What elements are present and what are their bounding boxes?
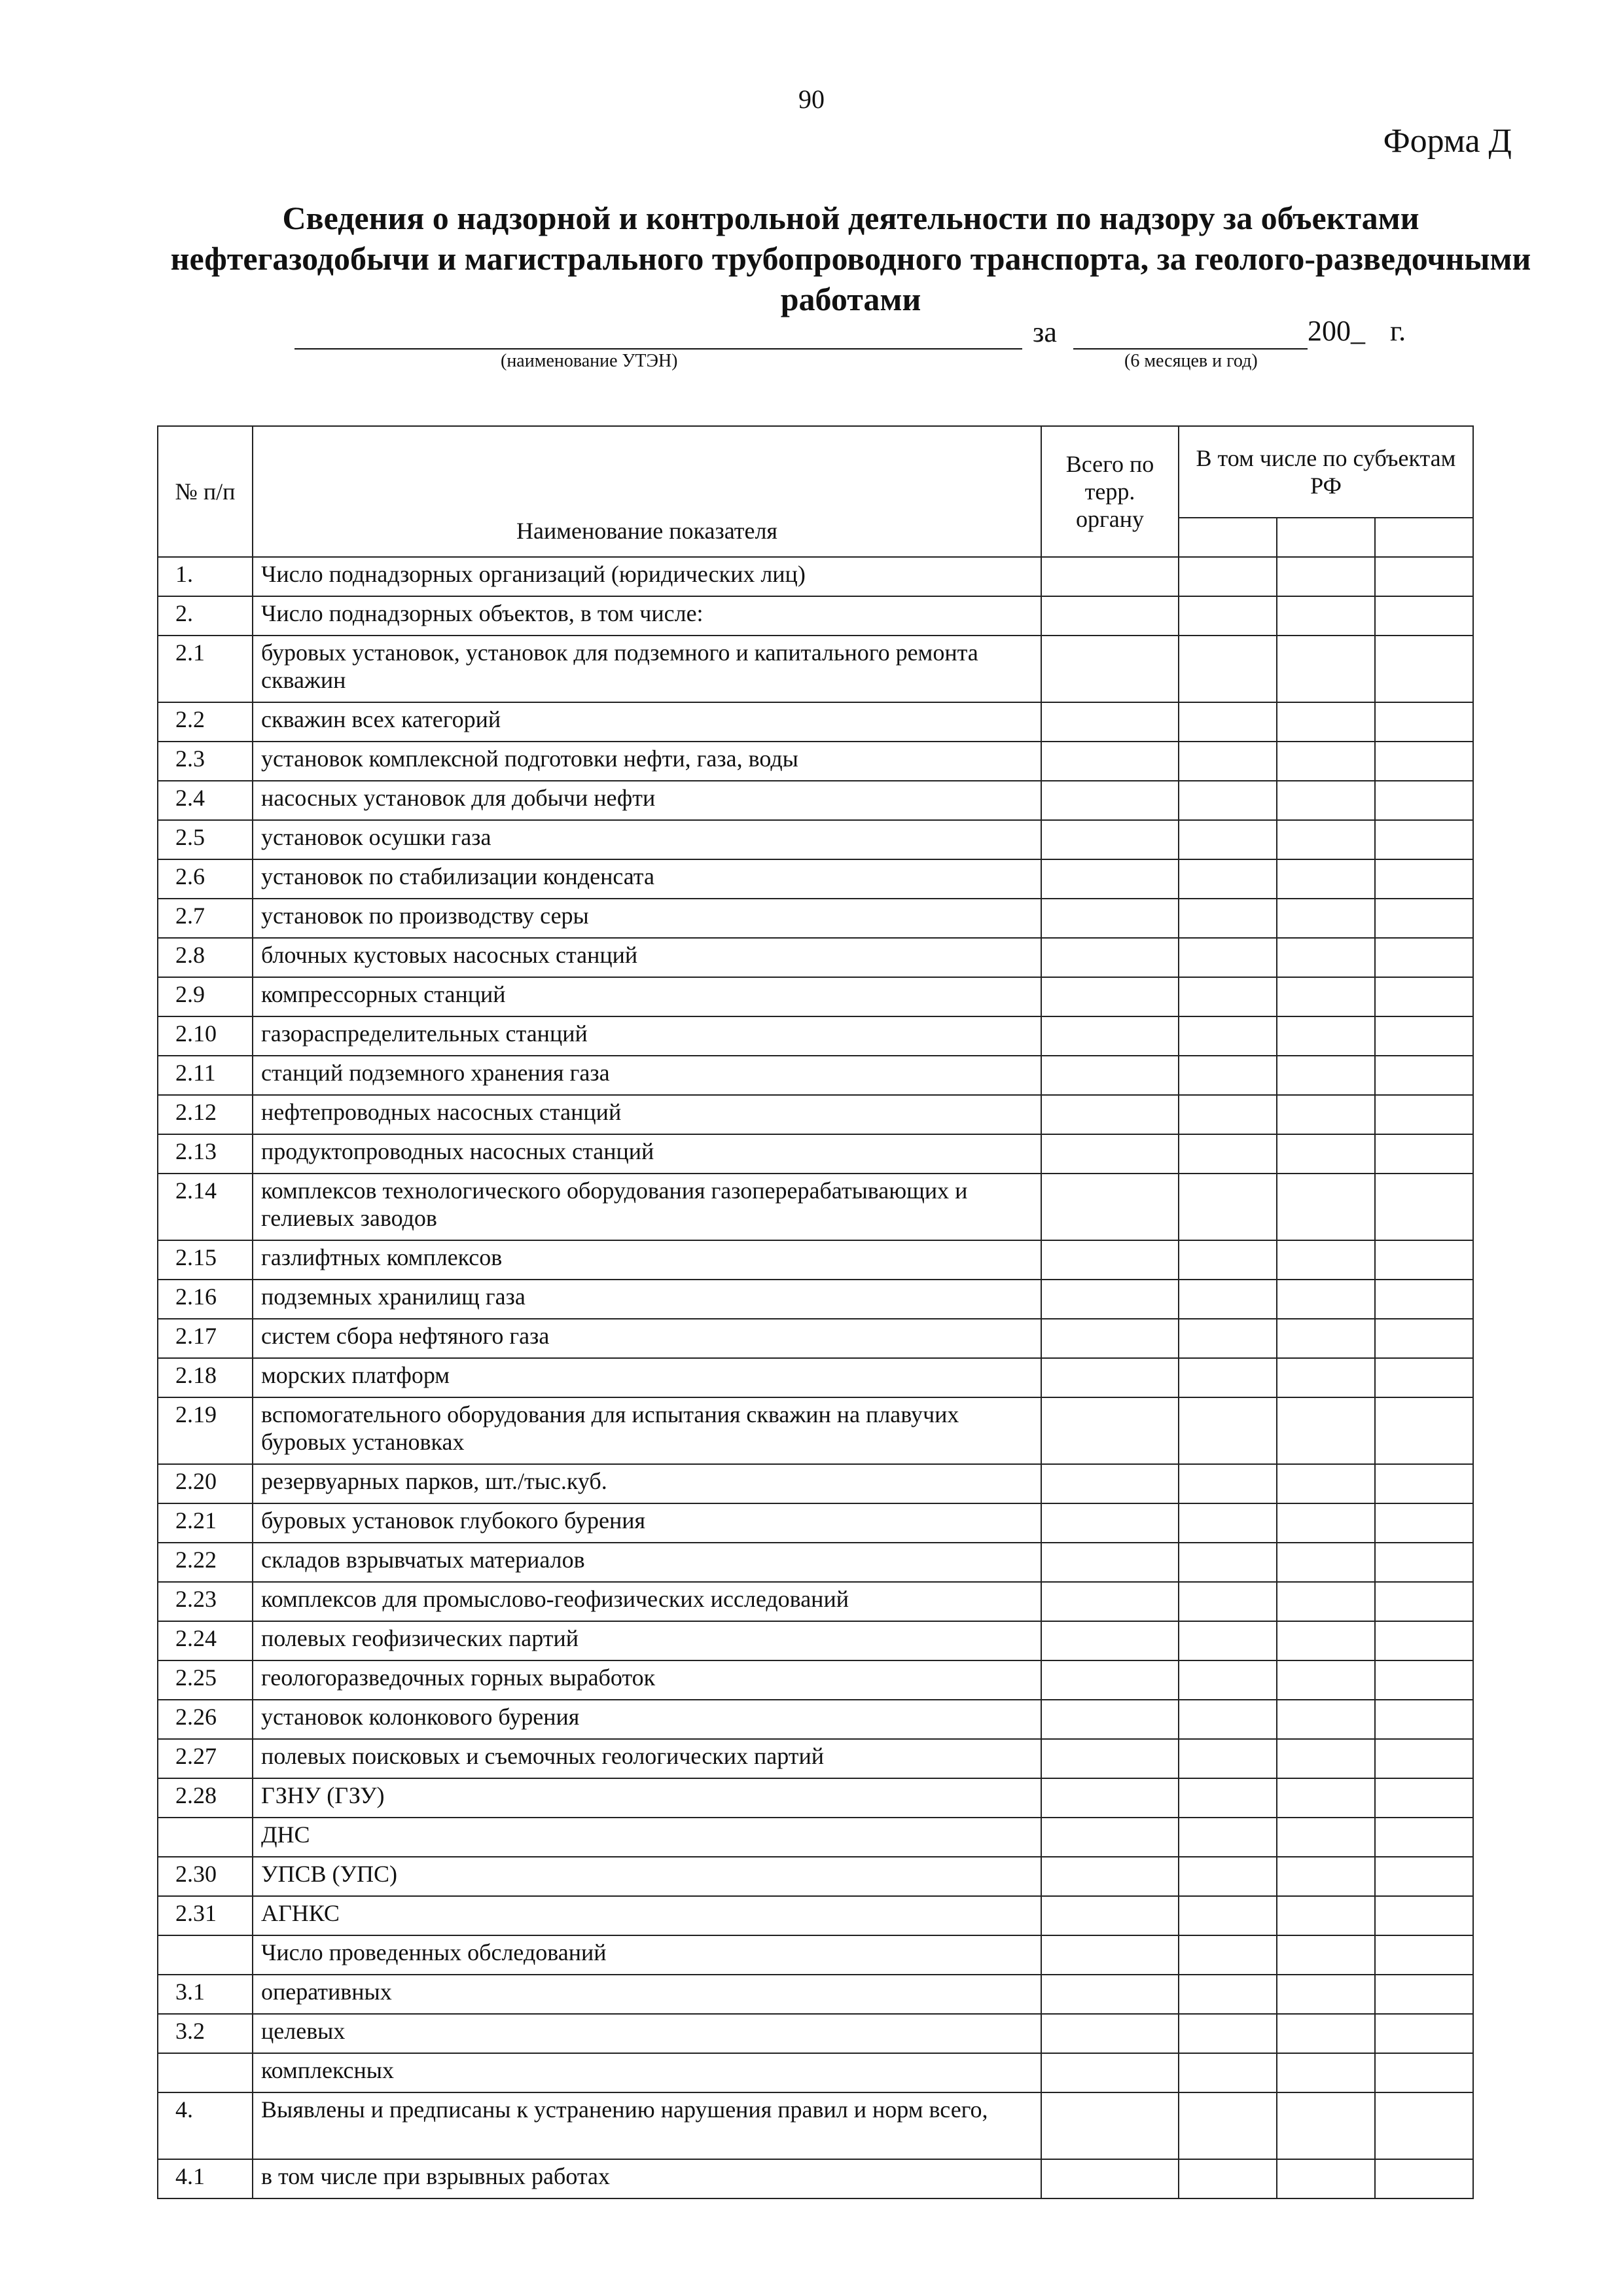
- cell-total: [1041, 2014, 1179, 2053]
- table-row: [158, 1134, 1473, 1174]
- table-row: [158, 742, 1473, 781]
- cell-total: [1041, 977, 1179, 1016]
- row-num: [158, 1935, 253, 1975]
- cell-total: [1041, 2092, 1179, 2159]
- title-line: Сведения о надзорной и контрольной деятельности по надзору за объектами: [282, 200, 1419, 236]
- table-row: [158, 1095, 1473, 1134]
- cell-subject: [1277, 596, 1375, 636]
- cell-total: [1041, 1240, 1179, 1280]
- cell-subject: [1375, 2159, 1473, 2198]
- table-row: [158, 1700, 1473, 1739]
- cell-subject: [1375, 1857, 1473, 1896]
- cell-subject: [1375, 859, 1473, 899]
- cell-subject: [1277, 636, 1375, 702]
- table-row: [158, 1358, 1473, 1397]
- cell-total: [1041, 1700, 1179, 1739]
- cell-subject: [1179, 1778, 1277, 1818]
- row-name: Число проведенных обследований: [253, 1935, 1041, 1975]
- cell-subject: [1375, 1319, 1473, 1358]
- cell-subject: [1375, 1700, 1473, 1739]
- row-num: 2.24: [158, 1621, 253, 1660]
- cell-subject: [1375, 1778, 1473, 1818]
- cell-subject: [1375, 1095, 1473, 1134]
- cell-total: [1041, 1134, 1179, 1174]
- row-name: полевых поисковых и съемочных геологических партий: [253, 1739, 1041, 1778]
- row-name: Число поднадзорных организаций (юридических лиц): [253, 557, 1041, 596]
- cell-total: [1041, 1319, 1179, 1358]
- cell-subject: [1179, 781, 1277, 820]
- row-name: морских платформ: [253, 1358, 1041, 1397]
- cell-total: [1041, 2159, 1179, 2198]
- row-name: оперативных: [253, 1975, 1041, 2014]
- row-num: 2.20: [158, 1464, 253, 1503]
- cell-subject: [1277, 1056, 1375, 1095]
- form-label: Форма Д: [1383, 122, 1512, 160]
- row-name: Число поднадзорных объектов, в том числе:: [253, 596, 1041, 636]
- row-num: 1.: [158, 557, 253, 596]
- page-number: 90: [798, 84, 825, 114]
- cell-subject: [1277, 1896, 1375, 1935]
- title-line: нефтегазодобычи и магистрального трубопроводного транспорта, за геолого-разведочными: [170, 240, 1531, 277]
- cell-subject: [1375, 938, 1473, 977]
- cell-total: [1041, 742, 1179, 781]
- row-name: полевых геофизических партий: [253, 1621, 1041, 1660]
- cell-subject: [1179, 2053, 1277, 2092]
- row-num: [158, 1818, 253, 1857]
- cell-subject: [1179, 1700, 1277, 1739]
- cell-subject: [1375, 742, 1473, 781]
- cell-subject: [1375, 781, 1473, 820]
- cell-subject: [1375, 2092, 1473, 2159]
- row-name: нефтепроводных насосных станций: [253, 1095, 1041, 1134]
- table-row: [158, 1739, 1473, 1778]
- row-name: компрессорных станций: [253, 977, 1041, 1016]
- cell-subject: [1375, 2053, 1473, 2092]
- row-name: систем сбора нефтяного газа: [253, 1319, 1041, 1358]
- table-row: [158, 1896, 1473, 1935]
- cell-subject: [1179, 1582, 1277, 1621]
- cell-subject: [1179, 1174, 1277, 1240]
- cell-subject: [1179, 2159, 1277, 2198]
- header-by-subject: В том числе по субъектам РФ: [1179, 426, 1473, 518]
- table-row: [158, 1582, 1473, 1621]
- cell-subject: [1277, 938, 1375, 977]
- cell-subject: [1277, 1660, 1375, 1700]
- cell-subject: [1179, 1739, 1277, 1778]
- table-row: [158, 1397, 1473, 1464]
- row-name: продуктопроводных насосных станций: [253, 1134, 1041, 1174]
- cell-subject: [1179, 1397, 1277, 1464]
- cell-total: [1041, 1543, 1179, 1582]
- cell-subject: [1277, 1503, 1375, 1543]
- cell-subject: [1277, 1857, 1375, 1896]
- cell-subject: [1179, 596, 1277, 636]
- cell-subject: [1179, 1975, 1277, 2014]
- row-num: 2.11: [158, 1056, 253, 1095]
- row-name: АГНКС: [253, 1896, 1041, 1935]
- table-row: [158, 1240, 1473, 1280]
- cell-subject: [1277, 899, 1375, 938]
- row-num: 2.3: [158, 742, 253, 781]
- cell-subject: [1277, 1975, 1375, 2014]
- cell-subject: [1375, 557, 1473, 596]
- cell-total: [1041, 1857, 1179, 1896]
- cell-subject: [1179, 2014, 1277, 2053]
- cell-total: [1041, 702, 1179, 742]
- cell-total: [1041, 1975, 1179, 2014]
- row-num: 2.6: [158, 859, 253, 899]
- row-name: в том числе при взрывных работах: [253, 2159, 1041, 2198]
- table-row: [158, 1621, 1473, 1660]
- row-name: геологоразведочных горных выработок: [253, 1660, 1041, 1700]
- cell-total: [1041, 596, 1179, 636]
- row-name: вспомогательного оборудования для испытания скважин на плавучих буровых установках: [253, 1397, 1041, 1464]
- cell-subject: [1179, 557, 1277, 596]
- row-num: 2.1: [158, 636, 253, 702]
- row-num: 3.2: [158, 2014, 253, 2053]
- table-row: [158, 899, 1473, 938]
- cell-subject: [1277, 1582, 1375, 1621]
- cell-subject: [1277, 820, 1375, 859]
- table-row: [158, 820, 1473, 859]
- cell-total: [1041, 557, 1179, 596]
- row-num: 2.: [158, 596, 253, 636]
- table-row: [158, 1778, 1473, 1818]
- cell-subject: [1375, 1543, 1473, 1582]
- row-name: установок осушки газа: [253, 820, 1041, 859]
- cell-subject: [1179, 899, 1277, 938]
- cell-subject: [1375, 596, 1473, 636]
- cell-total: [1041, 1935, 1179, 1975]
- cell-subject: [1277, 1174, 1375, 1240]
- table-row: [158, 636, 1473, 702]
- cell-subject: [1179, 1358, 1277, 1397]
- cell-subject: [1277, 1134, 1375, 1174]
- cell-subject: [1277, 977, 1375, 1016]
- row-num: 2.8: [158, 938, 253, 977]
- table-row: [158, 1975, 1473, 2014]
- report-title: [144, 198, 1558, 319]
- cell-subject: [1277, 2014, 1375, 2053]
- cell-subject: [1375, 977, 1473, 1016]
- cell-subject: [1277, 1621, 1375, 1660]
- table-row: [158, 1857, 1473, 1896]
- cell-total: [1041, 1397, 1179, 1464]
- cell-total: [1041, 1095, 1179, 1134]
- cell-subject: [1277, 1016, 1375, 1056]
- row-num: 2.30: [158, 1857, 253, 1896]
- cell-total: [1041, 820, 1179, 859]
- row-name: комплексных: [253, 2053, 1041, 2092]
- table-row: [158, 1280, 1473, 1319]
- cell-total: [1041, 1280, 1179, 1319]
- cell-subject: [1179, 1095, 1277, 1134]
- row-num: 3.1: [158, 1975, 253, 2014]
- table-row: [158, 859, 1473, 899]
- table-row: [158, 1464, 1473, 1503]
- header-subject-col: [1179, 518, 1277, 557]
- cell-subject: [1375, 1397, 1473, 1464]
- cell-subject: [1179, 1464, 1277, 1503]
- row-name: ГЗНУ (ГЗУ): [253, 1778, 1041, 1818]
- row-num: 2.15: [158, 1240, 253, 1280]
- row-name: УПСВ (УПС): [253, 1857, 1041, 1896]
- cell-subject: [1179, 2092, 1277, 2159]
- table-row: [158, 2014, 1473, 2053]
- cell-subject: [1179, 859, 1277, 899]
- cell-subject: [1179, 820, 1277, 859]
- cell-subject: [1277, 2053, 1375, 2092]
- year-suffix: г.: [1390, 315, 1406, 347]
- row-num: 2.13: [158, 1134, 253, 1174]
- cell-subject: [1277, 557, 1375, 596]
- row-name: установок колонкового бурения: [253, 1700, 1041, 1739]
- cell-subject: [1375, 1174, 1473, 1240]
- row-num: 2.5: [158, 820, 253, 859]
- cell-total: [1041, 1778, 1179, 1818]
- cell-subject: [1375, 1896, 1473, 1935]
- cell-subject: [1375, 820, 1473, 859]
- row-name: газораспределительных станций: [253, 1016, 1041, 1056]
- cell-total: [1041, 859, 1179, 899]
- cell-subject: [1179, 977, 1277, 1016]
- cell-subject: [1277, 1280, 1375, 1319]
- table-row: [158, 781, 1473, 820]
- header-num: № п/п: [158, 426, 253, 557]
- row-num: 2.16: [158, 1280, 253, 1319]
- table-row: [158, 702, 1473, 742]
- row-num: 2.23: [158, 1582, 253, 1621]
- header-subject-col: [1277, 518, 1375, 557]
- row-name: установок по производству серы: [253, 899, 1041, 938]
- cell-subject: [1375, 1016, 1473, 1056]
- row-num: 2.27: [158, 1739, 253, 1778]
- title-line: работами: [780, 281, 921, 317]
- cell-subject: [1375, 1621, 1473, 1660]
- cell-subject: [1277, 2092, 1375, 2159]
- cell-total: [1041, 2053, 1179, 2092]
- cell-subject: [1375, 899, 1473, 938]
- cell-subject: [1277, 859, 1375, 899]
- cell-subject: [1375, 1240, 1473, 1280]
- row-name: станций подземного хранения газа: [253, 1056, 1041, 1095]
- cell-total: [1041, 1739, 1179, 1778]
- row-num: 2.18: [158, 1358, 253, 1397]
- cell-subject: [1179, 1543, 1277, 1582]
- table-row: [158, 2159, 1473, 2198]
- row-num: 2.31: [158, 1896, 253, 1935]
- period-field: [1073, 348, 1308, 350]
- row-name: Выявлены и предписаны к устранению нарушения правил и норм всего,: [253, 2092, 1041, 2159]
- table-row: [158, 1935, 1473, 1975]
- cell-subject: [1179, 1134, 1277, 1174]
- header-total: Всего по терр. органу: [1041, 426, 1179, 557]
- cell-subject: [1375, 1582, 1473, 1621]
- period-caption: (6 месяцев и год): [1124, 351, 1258, 371]
- cell-subject: [1375, 702, 1473, 742]
- org-name-caption: (наименование УТЭН): [501, 351, 678, 371]
- cell-subject: [1375, 1280, 1473, 1319]
- row-num: 2.4: [158, 781, 253, 820]
- cell-subject: [1179, 1621, 1277, 1660]
- cell-subject: [1375, 1975, 1473, 2014]
- row-name: целевых: [253, 2014, 1041, 2053]
- cell-total: [1041, 1582, 1179, 1621]
- cell-subject: [1179, 636, 1277, 702]
- row-name: подземных хранилищ газа: [253, 1280, 1041, 1319]
- table-row: [158, 2053, 1473, 2092]
- row-name: ДНС: [253, 1818, 1041, 1857]
- cell-subject: [1277, 1739, 1375, 1778]
- cell-subject: [1375, 1818, 1473, 1857]
- cell-subject: [1277, 1240, 1375, 1280]
- row-name: скважин всех категорий: [253, 702, 1041, 742]
- row-num: 2.22: [158, 1543, 253, 1582]
- row-name: резервуарных парков, шт./тыс.куб.: [253, 1464, 1041, 1503]
- cell-total: [1041, 636, 1179, 702]
- cell-total: [1041, 1896, 1179, 1935]
- cell-subject: [1277, 1543, 1375, 1582]
- cell-subject: [1277, 702, 1375, 742]
- cell-subject: [1277, 1319, 1375, 1358]
- row-name: буровых установок, установок для подземного и капитального ремонта скважин: [253, 636, 1041, 702]
- row-name: складов взрывчатых материалов: [253, 1543, 1041, 1582]
- row-num: 2.9: [158, 977, 253, 1016]
- table-row: [158, 977, 1473, 1016]
- cell-subject: [1375, 1056, 1473, 1095]
- cell-subject: [1277, 1464, 1375, 1503]
- org-name-field: [294, 348, 1022, 350]
- cell-subject: [1277, 781, 1375, 820]
- cell-total: [1041, 1503, 1179, 1543]
- cell-subject: [1375, 1134, 1473, 1174]
- cell-subject: [1277, 1818, 1375, 1857]
- cell-subject: [1375, 1358, 1473, 1397]
- cell-subject: [1375, 1503, 1473, 1543]
- row-name: установок комплексной подготовки нефти, газа, воды: [253, 742, 1041, 781]
- cell-total: [1041, 938, 1179, 977]
- cell-subject: [1179, 1935, 1277, 1975]
- row-num: 2.14: [158, 1174, 253, 1240]
- row-name: насосных установок для добычи нефти: [253, 781, 1041, 820]
- cell-subject: [1375, 1464, 1473, 1503]
- cell-subject: [1375, 636, 1473, 702]
- table-row: [158, 557, 1473, 596]
- cell-subject: [1277, 1358, 1375, 1397]
- cell-total: [1041, 899, 1179, 938]
- header-name: Наименование показателя: [253, 426, 1041, 557]
- row-num: 2.28: [158, 1778, 253, 1818]
- row-num: 2.17: [158, 1319, 253, 1358]
- cell-subject: [1179, 1660, 1277, 1700]
- cell-total: [1041, 1464, 1179, 1503]
- row-num: 2.2: [158, 702, 253, 742]
- cell-total: [1041, 1016, 1179, 1056]
- cell-subject: [1179, 742, 1277, 781]
- table-row: [158, 938, 1473, 977]
- cell-subject: [1179, 1240, 1277, 1280]
- row-num: 2.25: [158, 1660, 253, 1700]
- cell-total: [1041, 1621, 1179, 1660]
- row-num: 2.7: [158, 899, 253, 938]
- cell-subject: [1375, 1739, 1473, 1778]
- cell-subject: [1179, 1896, 1277, 1935]
- header-subject-col: [1375, 518, 1473, 557]
- table-row: [158, 1818, 1473, 1857]
- cell-total: [1041, 1660, 1179, 1700]
- cell-subject: [1375, 2014, 1473, 2053]
- row-name: газлифтных комплексов: [253, 1240, 1041, 1280]
- cell-subject: [1179, 702, 1277, 742]
- row-num: 4.1: [158, 2159, 253, 2198]
- row-num: 2.12: [158, 1095, 253, 1134]
- row-num: [158, 2053, 253, 2092]
- year-label: 200_: [1308, 315, 1365, 347]
- table-row: [158, 1056, 1473, 1095]
- cell-total: [1041, 1174, 1179, 1240]
- cell-total: [1041, 1358, 1179, 1397]
- cell-subject: [1179, 1818, 1277, 1857]
- table-row: [158, 1543, 1473, 1582]
- row-name: комплексов технологического оборудования газоперерабатывающих и гелиевых заводов: [253, 1174, 1041, 1240]
- cell-subject: [1179, 1857, 1277, 1896]
- cell-subject: [1277, 1778, 1375, 1818]
- cell-subject: [1375, 1935, 1473, 1975]
- cell-subject: [1179, 1503, 1277, 1543]
- cell-subject: [1277, 742, 1375, 781]
- table-row: [158, 2092, 1473, 2159]
- row-num: 4.: [158, 2092, 253, 2159]
- period-row: [0, 314, 1623, 386]
- cell-subject: [1179, 1280, 1277, 1319]
- row-name: комплексов для промыслово-геофизических исследований: [253, 1582, 1041, 1621]
- table-row: [158, 1503, 1473, 1543]
- table-row: [158, 596, 1473, 636]
- table-row: [158, 1660, 1473, 1700]
- report-table: [157, 425, 1474, 2199]
- cell-subject: [1179, 1319, 1277, 1358]
- table-row: [158, 1319, 1473, 1358]
- cell-total: [1041, 1818, 1179, 1857]
- row-name: буровых установок глубокого бурения: [253, 1503, 1041, 1543]
- cell-subject: [1277, 1935, 1375, 1975]
- cell-subject: [1277, 1095, 1375, 1134]
- cell-subject: [1277, 1700, 1375, 1739]
- cell-total: [1041, 781, 1179, 820]
- cell-subject: [1277, 2159, 1375, 2198]
- cell-subject: [1277, 1397, 1375, 1464]
- row-num: 2.21: [158, 1503, 253, 1543]
- row-num: 2.19: [158, 1397, 253, 1464]
- cell-total: [1041, 1056, 1179, 1095]
- za-label: за: [1033, 316, 1057, 348]
- cell-subject: [1179, 1056, 1277, 1095]
- table-row: [158, 1174, 1473, 1240]
- row-name: установок по стабилизации конденсата: [253, 859, 1041, 899]
- row-num: 2.10: [158, 1016, 253, 1056]
- row-name: блочных кустовых насосных станций: [253, 938, 1041, 977]
- table-row: [158, 1016, 1473, 1056]
- cell-subject: [1375, 1660, 1473, 1700]
- cell-subject: [1179, 1016, 1277, 1056]
- row-num: 2.26: [158, 1700, 253, 1739]
- cell-subject: [1179, 938, 1277, 977]
